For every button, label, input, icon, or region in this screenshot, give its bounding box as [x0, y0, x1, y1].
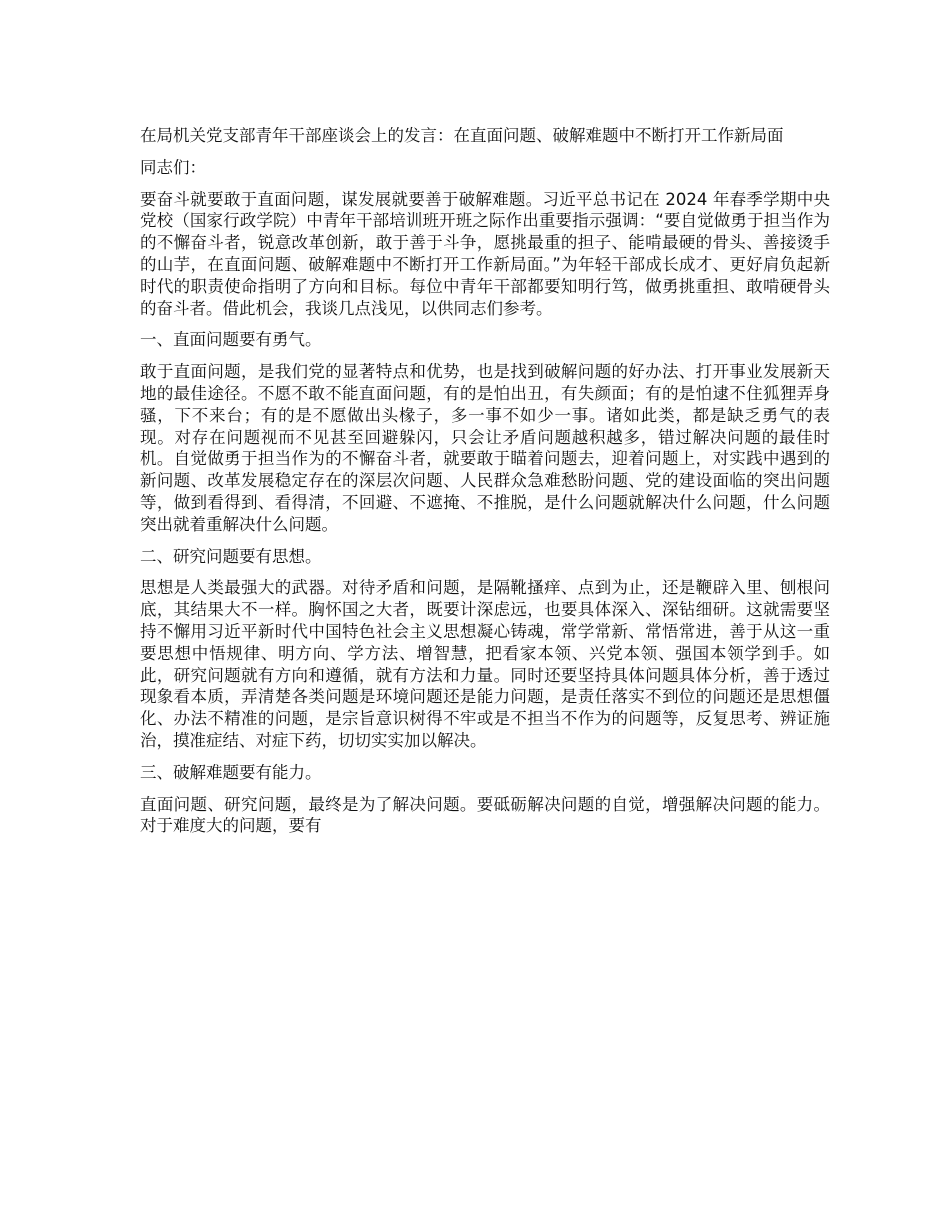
section-3-heading: 三、破解难题要有能力。: [140, 762, 322, 782]
section-2-body: 思想是人类最强大的武器。对待矛盾和问题，是隔靴搔痒、点到为止，还是鞭辟入里、刨根问底，其结果大不一样。胸怀国之大者，既要计深虑远，也要具体深入、深钻细研。这就需要坚持不懈用习近平新时代中国特色社会主义思想凝心铸魂，常学常新、常悟常进，善于从这一重要思想中悟规律、明方向、学方法、增智慧，把看家本领、兴党本领、强国本领学到手。如此，研究问题就有方向和遵循，就有方法和力量。同时还要坚持具体问题具体分析，善于透过现象看本质，弄清楚各类问题是环境问题还是能力问题，是责任落实不到位的问题还是思想僵化、办法不精准的问题，是宗旨意识树得不牢或是不担当不作为的问题等，反复思考、辨证施治，摸准症结、对症下药，切切实实加以解决。: [140, 578, 830, 750]
section-1-body: 敢于直面问题，是我们党的显著特点和优势，也是找到破解问题的好办法、打开事业发展新天地的最佳途径。不愿不敢不能直面问题，有的是怕出丑，有失颜面；有的是怕逮不住狐狸弄身骚，下不来台；有的是不愿做出头椽子，多一事不如少一事。诸如此类，都是缺乏勇气的表现。对存在问题视而不见甚至回避躲闪，只会让矛盾问题越积越多，错过解决问题的最佳时机。自觉做勇于担当作为的不懈奋斗者，就要敢于瞄着问题去，迎着问题上，对实践中遇到的新问题、改革发展稳定存在的深层次问题、人民群众急难愁盼问题、党的建设面临的突出问题等，做到看得到、看得清，不回避、不遮掩、不推脱，是什么问题就解决什么问题，什么问题突出就着重解决什么问题。: [140, 362, 830, 534]
document-body: [140, 125, 830, 847]
intro-paragraph: 要奋斗就要敢于直面问题，谋发展就要善于破解难题。习近平总书记在 2024 年春季学期中央党校（国家行政学院）中青年干部培训班开班之际作出重要指示强调：“要自觉做勇于担当作为的不懈奋斗者，锐意改革创新，敢于善于斗争，愿挑最重的担子、能啃最硬的骨头、善接烫手的山芋，在直面问题、破解难题中不断打开工作新局面。”为年轻干部成长成才、更好肩负起新时代的职责使命指明了方向和目标。每位中青年干部都要知明行笃，做勇挑重担、敢啃硬骨头的奋斗者。借此机会，我谈几点浅见，以供同志们参考。: [140, 189, 830, 318]
section-1-heading: 一、直面问题要有勇气。: [140, 330, 322, 350]
salutation: 同志们：: [140, 157, 206, 177]
section-2-heading: 二、研究问题要有思想。: [140, 546, 322, 566]
document-title: 在局机关党支部青年干部座谈会上的发言：在直面问题、破解难题中不断打开工作新局面: [140, 126, 784, 145]
section-3-body: 直面问题、研究问题，最终是为了解决问题。要砥砺解决问题的自觉，增强解决问题的能力。对于难度大的问题，要有: [140, 794, 830, 836]
